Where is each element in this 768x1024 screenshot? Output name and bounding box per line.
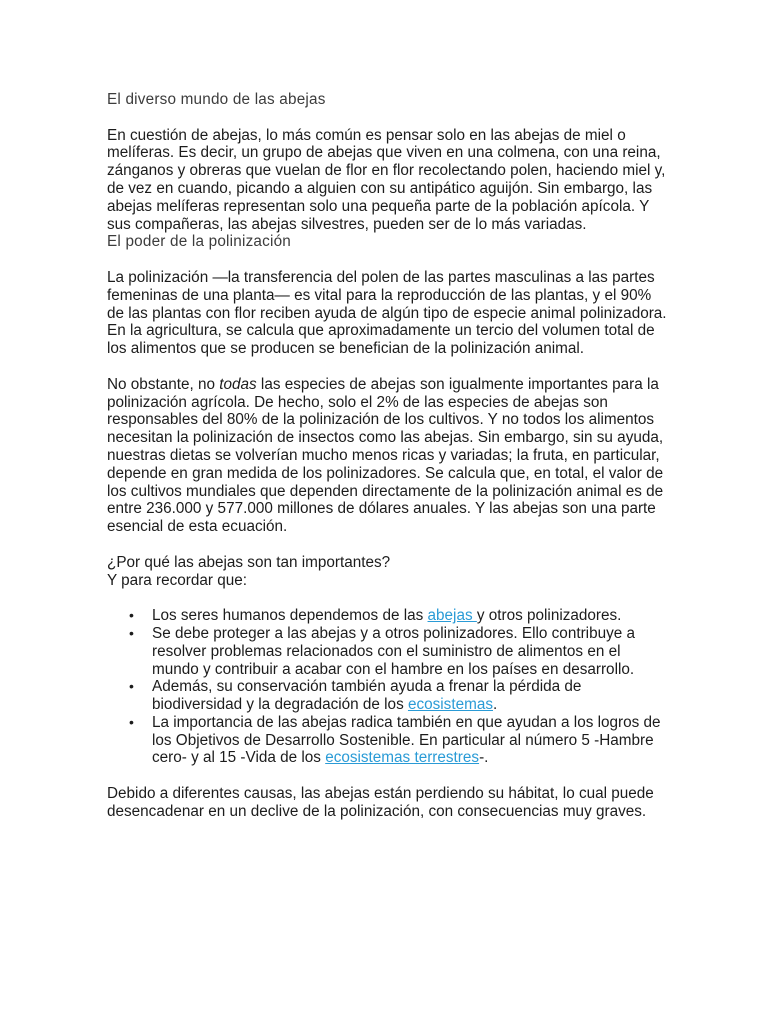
list-item bbox=[152, 678, 667, 714]
spacer bbox=[107, 536, 667, 554]
abejas-link[interactable]: abejas bbox=[427, 607, 477, 625]
bullet-4-text-end: -. bbox=[479, 749, 489, 767]
document-page bbox=[107, 91, 667, 821]
section-title-polinizacion: El poder de la polinización bbox=[107, 233, 291, 251]
spacer bbox=[107, 589, 667, 607]
obstante-text-start: No obstante, no bbox=[107, 375, 220, 393]
bullet-2-text: Se debe proteger a las abejas y a otros polinizadores. Ello contribuye a resolver problemas relacionados con el suministro de alimentos en el mundo y contribuir a acabar con el hambre en los países en desarrollo. bbox=[152, 624, 635, 678]
question-line: ¿Por qué las abejas son tan importantes? bbox=[107, 553, 391, 571]
spacer bbox=[107, 109, 667, 127]
document-title: El diverso mundo de las abejas bbox=[107, 91, 326, 108]
spacer bbox=[107, 251, 667, 269]
obstante-emphasis: todas bbox=[219, 375, 257, 393]
intro-paragraph: En cuestión de abejas, lo más común es pensar solo en las abejas de miel o melíferas. Es decir, un grupo de abejas que viven en una colmena, con una reina, zánganos y obreras que vuelan de flor en flor recolectando polen, haciendo miel y, de vez en cuando, picando a alguien con su antipático aguijón. Sin embargo, las abejas melíferas representan solo una pequeña parte de la población apícola. Y sus compañeras, las abejas silvestres, pueden ser de lo más variadas. bbox=[107, 126, 666, 233]
spacer bbox=[107, 358, 667, 376]
ecosistemas-terrestres-link[interactable]: ecosistemas terrestres bbox=[325, 749, 480, 767]
bullet-1-text-start: Los seres humanos dependemos de las bbox=[152, 607, 428, 625]
bullet-4-text-start: La importancia de las abejas radica también en que ayudan a los logros de los Objetivos de Desarrollo Sostenible. En particular al número 5 -Hambre cero- y al 15 -Vida de los bbox=[152, 713, 661, 767]
bullet-list bbox=[107, 607, 667, 767]
bullet-3-text-start: Además, su conservación también ayuda a frenar la pérdida de biodiversidad y la degradación de los bbox=[152, 678, 582, 714]
list-item bbox=[152, 714, 667, 767]
obstante-text-end: las especies de abejas son igualmente importantes para la polinización agrícola. De hecho, solo el 2% de las especies de abejas son responsables del 80% de la polinización de los cultivos. Y no todos los alimentos necesitan la polinización de insectos como las abejas. Sin embargo, sin su ayuda, nuestras dietas se volverían mucho menos ricas y variadas; la fruta, en particular, depende en gran medida de los polinizadores. Se calcula que, en total, el valor de los cultivos mundiales que dependen directamente de la polinización animal es de entre 236.000 y 577.000 millones de dólares anuales. Y las abejas son una parte esencial de esta ecuación. bbox=[107, 375, 664, 536]
remember-line: Y para recordar que: bbox=[107, 571, 248, 589]
spacer bbox=[107, 767, 667, 785]
closing-paragraph: Debido a diferentes causas, las abejas están perdiendo su hábitat, lo cual puede desencadenar en un declive de la polinización, con consecuencias muy graves. bbox=[107, 785, 654, 820]
list-item bbox=[152, 607, 667, 625]
polinizacion-paragraph: La polinización —la transferencia del polen de las partes masculinas a las partes femeninas de una planta— es vital para la reproducción de las plantas, y el 90% de las plantas con flor reciben ayuda de algún tipo de especie animal polinizadora. En la agricultura, se calcula que aproximadamente un tercio del volumen total de los alimentos que se producen se benefician de la polinización animal. bbox=[107, 268, 667, 358]
ecosistemas-link[interactable]: ecosistemas bbox=[407, 696, 493, 714]
bullet-1-text-end: y otros polinizadores. bbox=[476, 607, 622, 625]
obstante-paragraph bbox=[107, 376, 667, 536]
list-item bbox=[152, 625, 667, 678]
bullet-3-text-end: . bbox=[492, 696, 498, 714]
